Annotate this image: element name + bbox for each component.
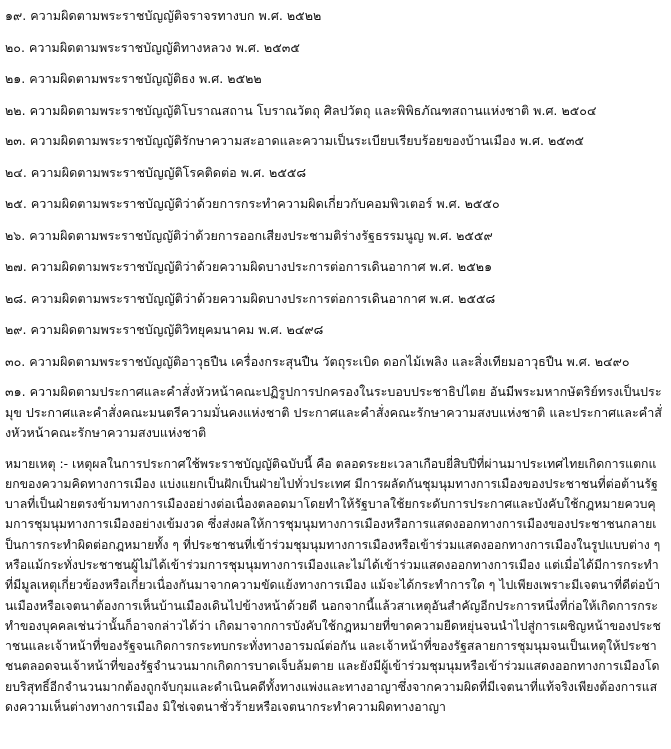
list-item: ๒๐. ความผิดตามพระราชบัญญัติทางหลวง พ.ศ. ๒๕๓๕ (5, 39, 300, 55)
remark-paragraph: หมายเหตุ :- เหตุผลในการประกาศใช้พระราชบัญญัติฉบับนี้ คือ ตลอดระยะเวลาเกือบยี่สิบปีที่ผ่านมาประเทศไทยเกิดการแตกแยกของความคิดทางการเมือง แบ่งแยกเป็นฝักเป็นฝ่ายไปทั่วประเทศ มีการผลัดกันชุมนุมทางการเมืองของประชาชนที่ต่อต้านรัฐบาลที่เป็นฝ่ายตรงข้ามทางการเมืองอย่างต่อเนื่องตลอดมาโดยทำให้รัฐบาลใช้ยกระดับการประกาศและบังคับใช้กฎหมายควบคุมการชุมนุมทางการเมืองอย่างเข้มงวด ซึ่งส่งผลให้การชุมนุมทางการเมืองหรือการแสดงออกทางการเมืองของประชาชนกลายเป็นการกระทำผิดต่อกฎหมายทั้ง ๆ ที่ประชาชนที่เข้าร่วมชุมนุมทางการเมืองหรือเข้าร่วมแสดงออกทางการเมืองในรูปแบบต่าง ๆ หรือแม้กระทั่งประชาชนผู้ไม่ได้เข้าร่วมการชุมนุมทางการเมืองและไม่ได้เข้าร่วมแสดงออกทางการเมือง แต่เมื่อได้มีการกระทำที่มีมูลเหตุเกี่ยวข้องหรือเกี่ยวเนื่องกันมาจากความขัดแย้งทางการเมือง แม้จะได้กระทำการใด ๆ ไปเพียงเพราะมีเจตนาที่ดีต่อบ้านเมืองหรือเจตนาต้องการเห็นบ้านเมืองเดินไปข้างหน้าด้วยดี นอกจากนี้แล้วสาเหตุอันสำคัญอีกประการหนึ่งที่ก่อให้เกิดการกระทำของบุคคลเช่นว่านั้นก็อาจกล่าวได้ว่า เกิดมาจากการบังคับใช้กฎหมายที่ขาดความยืดหยุ่นจนนำไปสู่การเผชิญหน้าของประชาชนและเจ้าหน้าที่ของรัฐจนเกิดการกระทบกระทั่งทางอารมณ์ต่อกัน และเจ้าหน้าที่ของรัฐสลายการชุมนุมจนเป็นเหตุให้ประชาชนตลอดจนเจ้าหน้าที่ของรัฐจำนวนมากเกิดการบาดเจ็บล้มตาย และยังมีผู้เข้าร่วมชุมนุมหรือเข้าร่วมแสดงออกทางการเมืองโดยบริสุทธิ์อีกจำนวนมากต้องถูกจับกุมและดำเนินคดีทั้งทางแพ่งและทางอาญาซึ่งจากความผิดที่มีเจตนาที่แท้จริงเพียงต้องการแสดงความเห็นต่างทางการเมือง มิใช่เจตนาชั่วร้ายหรือเจตนากระทำความผิดทางอาญา (5, 456, 661, 715)
list-item: ๑๙. ความผิดตามพระราชบัญญัติจราจรทางบก พ.ศ. ๒๕๒๒ (5, 8, 322, 23)
list-item: ๒๙. ความผิดตามพระราชบัญญัติวิทยุคมนาคม พ.ศ. ๒๔๙๘ (5, 322, 324, 337)
list-item: ๒๕. ความผิดตามพระราชบัญญัติว่าด้วยการกระทำความผิดเกี่ยวกับคอมพิวเตอร์ พ.ศ. ๒๕๕๐ (5, 196, 500, 211)
list-item: ๒๓. ความผิดตามพระราชบัญญัติรักษาความสะอาดและความเป็นระเบียบเรียบร้อยของบ้านเมือง พ.ศ. ๒๕๓๕ (5, 133, 584, 148)
list-item: ๒๑. ความผิดตามพระราชบัญญัติธง พ.ศ. ๒๕๒๒ (5, 71, 262, 86)
list-item: ๒๒. ความผิดตามพระราชบัญญัติโบราณสถาน โบราณวัตถุ ศิลปวัตถุ และพิพิธภัณฑสถานแห่งชาติ พ.ศ. ๒๕๐๔ (5, 102, 597, 118)
list-item: ๒๘. ความผิดตามพระราชบัญญัติว่าด้วยความผิดบางประการต่อการเดินอากาศ พ.ศ. ๒๕๕๘ (5, 290, 496, 306)
list-item: ๒๔. ความผิดตามพระราชบัญญัติโรคติดต่อ พ.ศ. ๒๕๕๘ (5, 164, 307, 180)
list-item: ๓๑. ความผิดตามประกาศและคำสั่งหัวหน้าคณะปฏิรูปการปกครองในระบอบประชาธิปไตย อันมีพระมหากษัตริย์ทรงเป็นประมุข ประกาศและคำสั่งคณะมนตรีความมั่นคงแห่งชาติ ประกาศและคำสั่งคณะรักษาความสงบแห่งชาติ และประกาศและคำสั่งหัวหน้าคณะรักษาความสงบแห่งชาติ (5, 384, 662, 440)
list-item: ๓๐. ความผิดตามพระราชบัญญัติอาวุธปืน เครื่องกระสุนปืน วัตถุระเบิด ดอกไม้เพลิง และสิ่งเทียมอาวุธปืน พ.ศ. ๒๔๙๐ (5, 353, 630, 369)
list-item: ๒๗. ความผิดตามพระราชบัญญัติว่าด้วยความผิดบางประการต่อการเดินอากาศ พ.ศ. ๒๕๒๑ (5, 259, 493, 274)
list-item: ๒๖. ความผิดตามพระราชบัญญัติว่าด้วยการออกเสียงประชามติร่างรัฐธรรมนูญ พ.ศ. ๒๕๕๙ (5, 227, 493, 243)
